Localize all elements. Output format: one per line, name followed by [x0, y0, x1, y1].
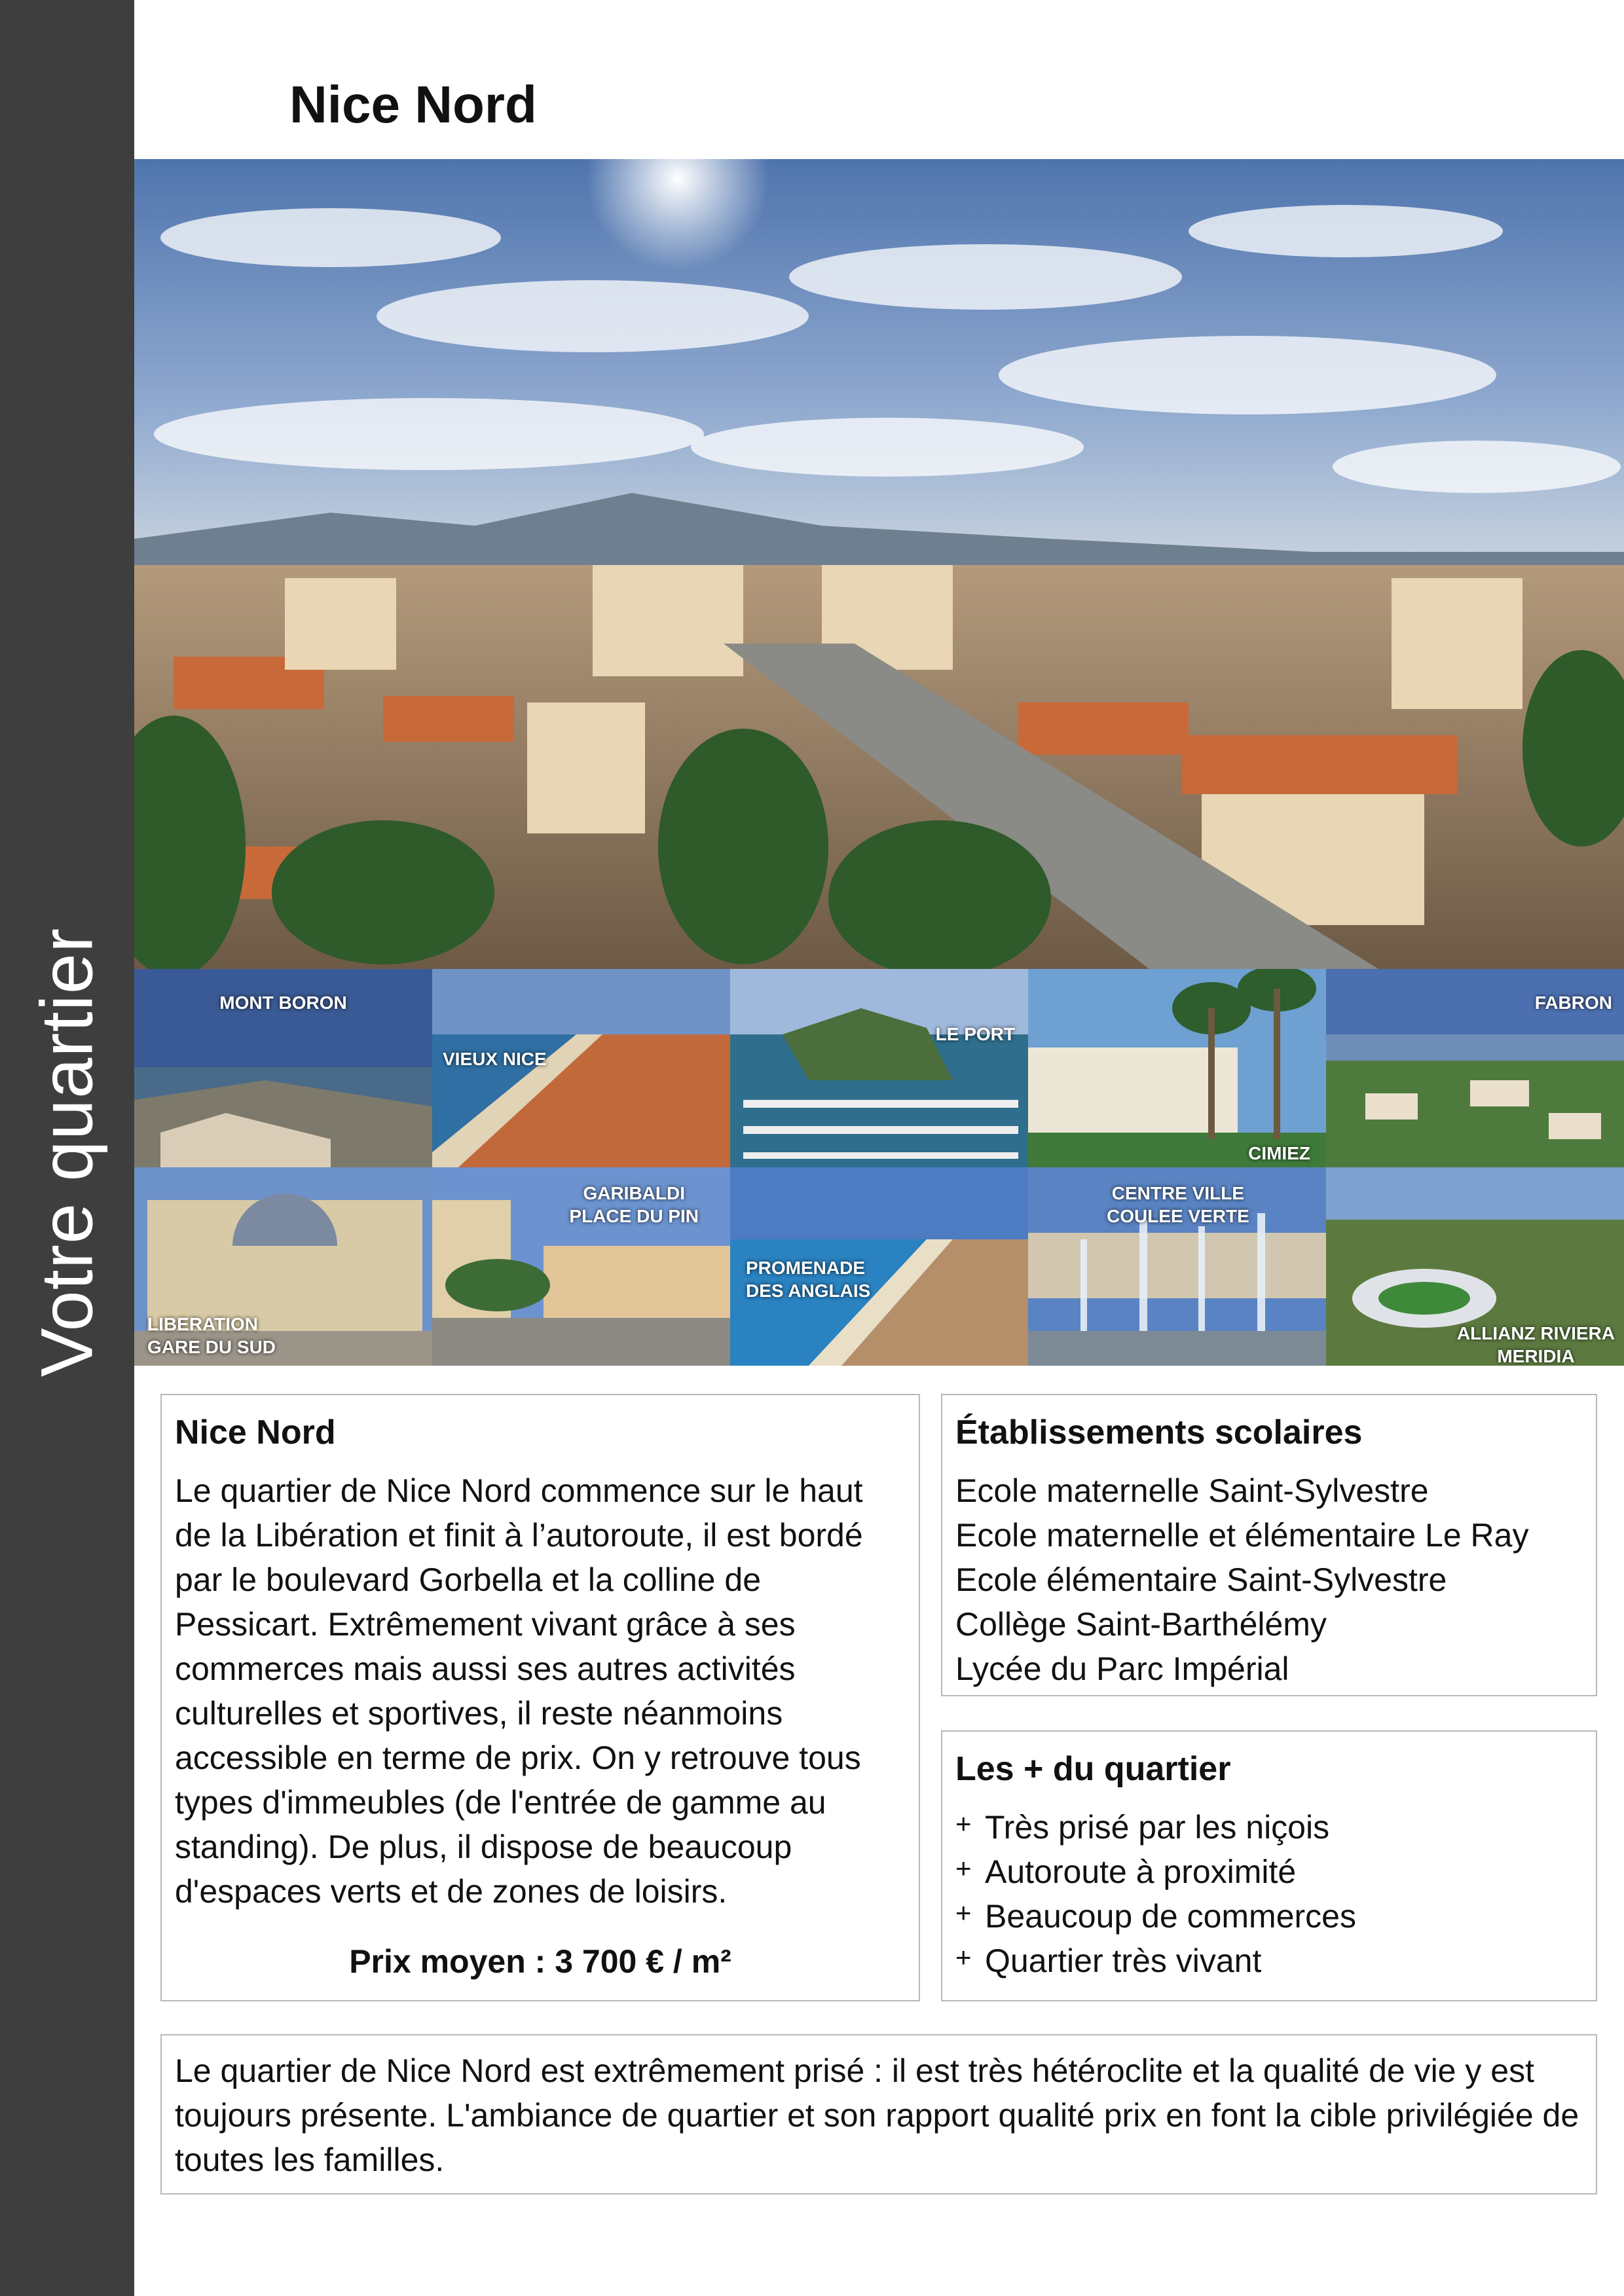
pluses-list — [955, 1805, 1583, 1983]
le-port-photo — [730, 969, 1028, 1167]
pluses-box — [941, 1730, 1597, 2001]
pluses-title: Les + du quartier — [955, 1750, 1231, 1788]
average-price: Prix moyen : 3 700 € / m² — [349, 1942, 731, 1980]
tile-label: LE PORT — [935, 1024, 1015, 1044]
tile-label: PROMENADE DES ANGLAIS — [746, 1258, 871, 1301]
sidebar — [0, 0, 134, 2296]
plus-text: Autoroute à proximité — [985, 1853, 1297, 1890]
tile-le-port — [730, 969, 1028, 1167]
plus-icon: + — [955, 1852, 972, 1884]
tile-centre-ville — [1028, 1167, 1326, 1366]
tile-fabron — [1326, 969, 1624, 1167]
hero-image — [134, 159, 1624, 969]
plus-icon: + — [955, 1897, 972, 1928]
school-item: Collège Saint-Barthélémy — [955, 1605, 1327, 1643]
tile-promenade-des-anglais — [730, 1167, 1028, 1366]
schools-title: Établissements scolaires — [955, 1413, 1363, 1451]
tile-mont-boron — [134, 969, 432, 1167]
tile-vieux-nice — [432, 969, 730, 1167]
schools-box — [941, 1394, 1597, 1696]
description-box — [160, 1394, 920, 2001]
plus-text: Très prisé par les niçois — [985, 1808, 1330, 1846]
plus-item — [955, 1850, 1583, 1894]
schools-list — [955, 1468, 1583, 1691]
school-item: Ecole maternelle Saint-Sylvestre — [955, 1472, 1429, 1509]
plus-text: Beaucoup de commerces — [985, 1897, 1356, 1935]
tile-liberation-gare-du-sud — [134, 1167, 432, 1366]
plus-item — [955, 1939, 1583, 1983]
plus-item — [955, 1894, 1583, 1939]
neighborhood-photo-grid — [134, 969, 1624, 1366]
description-title: Nice Nord — [175, 1413, 336, 1451]
tile-label: VIEUX NICE — [443, 1049, 547, 1069]
summary-text: Le quartier de Nice Nord est extrêmement prisé : il est très hétéroclite et la qualité de vie y est toujours présente. L'ambiance de quartier et son rapport qualité prix en font la cible privilégiée de toutes les familles. — [175, 2052, 1579, 2178]
school-item: Ecole maternelle et élémentaire Le Ray — [955, 1516, 1529, 1554]
tile-label: LIBERATION GARE DU SUD — [147, 1314, 276, 1357]
school-item: Ecole élémentaire Saint-Sylvestre — [955, 1561, 1447, 1598]
tile-label: ALLIANZ RIVIERA MERIDIA — [1456, 1323, 1615, 1366]
tile-garibaldi — [432, 1167, 730, 1366]
tile-label: CENTRE VILLE COULEE VERTE — [1107, 1183, 1249, 1226]
plus-icon: + — [955, 1941, 972, 1973]
tile-cimiez — [1028, 969, 1326, 1167]
tile-label: FABRON — [1534, 993, 1612, 1013]
tile-label: MONT BORON — [219, 993, 347, 1013]
summary-box — [160, 2034, 1597, 2195]
cimiez-photo — [1028, 969, 1326, 1167]
hero-photo — [134, 159, 1624, 969]
tile-label: GARIBALDI PLACE DU PIN — [569, 1183, 699, 1226]
sidebar-title: Votre quartier — [26, 927, 108, 1377]
plus-icon: + — [955, 1808, 972, 1839]
plus-text: Quartier très vivant — [985, 1942, 1262, 1979]
page-title: Nice Nord — [289, 75, 537, 134]
tile-label: CIMIEZ — [1248, 1143, 1310, 1163]
tile-allianz-riviera — [1326, 1167, 1624, 1366]
description-text: Le quartier de Nice Nord commence sur le haut de la Libération et finit à l’autoroute, il est bordé par le boulevard Gorbella et la colline de Pessicart. Extrêmement vivant grâce à ses commerces mais aussi ses autres activités culturelles et sportives, il reste néanmoins accessible en terme de prix. On y retrouve tous types d'immeubles (de l'entrée de gamme au standing). De plus, il dispose de beaucoup d'espaces verts et de zones de loisirs. — [175, 1472, 863, 1910]
plus-item — [955, 1805, 1583, 1850]
school-item: Lycée du Parc Impérial — [955, 1650, 1289, 1687]
